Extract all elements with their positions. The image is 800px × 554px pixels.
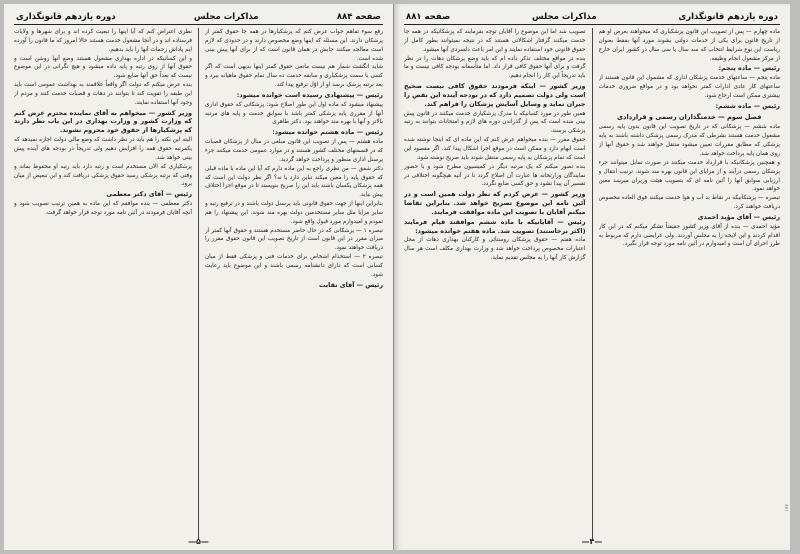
- paragraph: ماده ششم — پزشکانی که در تاریخ تصویب این قانون بدون پایه رسمی مشغول خدمت هستند بشرطی که مدرک رسمی پزشکی داشته باشند به پایه پزشکی که مطابق مقررات تعیین میشود منتقل خواهند شد و حقوق آنها از روی همان پایه پرداخت خواهد شد.: [598, 124, 780, 157]
- left-page: [4, 4, 394, 550]
- section-heading: فصل سوم — خدمتگذاران رسمی و قراردادی: [617, 112, 762, 121]
- speaker-line: رئیس — آقای مؤید احمدی: [697, 212, 780, 221]
- speaker-line: وزیر کشور — عرض کردم که نظر دولت همین است و در آئین نامه این موضوع تصریح خواهد شد. بنابراین تقاضا میکنم آقایان با تصویب این ماده موافقت فرمایند.: [404, 190, 586, 216]
- paragraph: ماده چهارم — پس از تصویب این قانون پزشکیاری که میخواهند بعرض او هم از تاریخ قانون برای یکی از خدمات دولتی بشوند مورد آنها بفقط بعنوان ریاست این نوع شرایط انتخاب که سه سال یا سی سال در کشور ایران خارج از مرکز مشغول انجام وظیفه.: [598, 29, 780, 62]
- left-page-columns: [14, 28, 383, 540]
- right-page-columns: [404, 28, 780, 540]
- paragraph: ماده هفتم — حقوق پزشکان روستائی و کارکنان بهداری دهات از محل اعتبارات مخصوص پرداخت خواهد شد و وزارت بهداری مکلف است هر سال گزارش کار آنها را به مجلس تقدیم نماید.: [404, 237, 586, 262]
- paragraph: بنده در مواقع مختلف تذکر داده ام که باید وضع پزشکان دهات را در نظر گرفت و برای آنها حقوق کافی قرار داد. اما متأسفانه بودجه کافی نیست و ما باید تدریجاً این کار را انجام دهیم.: [404, 55, 586, 80]
- right-page-right-column: [599, 28, 781, 540]
- paragraph: حقوق مقرر — بنده میخواهم عرض کنم که این ماده ای که اینجا نوشته شده است ابهام دارد و ممکن است در موقع اجرا اشکال پیدا کند. اگر مقصود این است که تمام پزشکان به پایه رسمی منتقل شوند باید صریح نوشته شود.: [404, 137, 586, 161]
- right-footer-number-text: —۴—: [581, 537, 603, 546]
- left-footer-number-text: —۵—: [188, 537, 209, 546]
- speaker-line: رئیس — ماده هشتم خوانده میشود:: [272, 128, 383, 137]
- speaker-line: رئیس — آقای نقابت: [319, 280, 383, 289]
- speaker-line: رئیس — آقای دکتر معظمی: [106, 190, 192, 199]
- paragraph: رفع سوء تفاهم جواب عرض کنم که پزشکیارها در همه جا حقوق کمتر از پزشکان دارند. این مسئله که اینها وضع مخصوص دارند و در حدودی که لازم است معالجه میکنند جایش در همان قانون است که از برای آنها پیش بینی شده است.: [205, 29, 383, 62]
- right-header-page-number: صفحه ۸۸۱: [406, 12, 451, 22]
- left-page-left-column: [14, 28, 192, 540]
- left-page-right-column: [205, 28, 383, 540]
- paragraph: بنابراین اینها از جهت حقوق قانونی باید پرسنل دولت باشند و در ترفیع رتبه و سایر مزایا مثل سایر مستخدمین دولت بهره مند شوند. این پیشنهاد را هم نمودم و امیدوارم مورد قبول واقع شود.: [205, 201, 383, 225]
- left-page-header: [14, 10, 383, 25]
- paragraph: تبصره ۱ — پزشکانی که در حال حاضر مستخدم هستند و حقوق آنها کمتر از میزان مقرر در این قانون است از تاریخ تصویب این قانون حقوق مقرر را دریافت خواهند نمود.: [205, 227, 383, 252]
- paragraph: البته این نکته را هم باید در نظر داشت که وضع مالی دولت اجازه نمیدهد که یکمرتبه حقوق همه را افزایش دهیم ولی تدریجاً در بودجه های آینده پیش بینی خواهد شد.: [14, 137, 192, 161]
- speaker-line: وزیر کشور — اینکه فرمودند حقوق کافی نیست صحیح است ولی دولت تصمیم دارد که در بودجه آینده این نقص را جبران نماید و وسایل آسایش پزشکان را فراهم کند.: [404, 82, 586, 108]
- paragraph: تبصره ۲ — استخدام اشخاص برای خدمات فنی و پزشکی فقط از میان کسانی است که دارای دانشنامه رسمی باشند و این موضوع باید رعایت شود.: [205, 254, 383, 278]
- paragraph: دکتر شفق — من نظری راجع به این ماده دارم که آیا این ماده با ماده قبلی که حقوق پایه را معین میکند تباین دارد یا نه؟ اگر نظر دولت این است که همه پزشکان یکسان باشند باید این را صریح بنویسند تا در موقع اجرا اختلاف پیش نیاید.: [205, 165, 383, 199]
- right-page-left-column: [404, 28, 586, 540]
- speaker-line: وزیر کشور — میخواهم به آقای نماینده محترم عرض کنم که وزارت کشور و وزارت بهداری در این باب نظر دارند که پزشکیارها از حقوق خود محروم نشوند.: [14, 108, 192, 135]
- paragraph: شاید انگشت شمار هم نیست مانعی حقوق کمتر اینها بدیهی است که اگر کسی با سمت پزشکیاری و سابقه خدمت ده سال تمام حقوق ماهیانه ببرد و بعد برتبه پزشک برسد او از اوّل ترفیع پیدا کند.: [205, 64, 383, 89]
- paragraph: همین طور در مورد کسانیکه با مدرک پزشکیاری خدمت میکنند در قانون پیش بینی شده است که پس از گذراندن دوره های لازم و امتحانات بتوانند به رتبه پزشکی برسند.: [404, 110, 586, 135]
- paragraph: و این کسانیکه در اداره بهداری مشغول هستند وضع آنها روشن است و حقوق آنها از روی رتبه و پایه داده میشود و هیچ نگرانی در این موضوع نیست که بعداً حق آنها ضایع شود.: [14, 55, 192, 80]
- right-page: [394, 4, 790, 550]
- paragraph: نظری اعتراض کنم که آیا اینها را تبعیت کرده اند و برای شهرها و ولایات فرستاده اند و در آنجا مشغول خدمت هستند حالا امروز که ما قانون را آورده ایم پاداش زحمات آنها را باید بدهیم.: [14, 29, 192, 53]
- paragraph: و همچنین پزشکانیکه با قرارداد خدمت میکنند در صورت تمایل میتوانند جزء پزشکان رسمی درآیند و از مزایای این قانون بهره مند شوند. ترتیب انتقال و ارزیابی سوابق آنها را آئین نامه ای که بتصویب هیئت وزیران میرسد معین خواهد نمود.: [598, 159, 780, 193]
- speaker-line: رئیس — ماده پنجم:: [718, 64, 780, 73]
- margin-stamp: ۸۸۱: [783, 504, 789, 513]
- paragraph: مؤید احمدی — بنده از آقای وزیر کشور حقیقتاً تشکر میکنم که در این کار اقدام کردند و این لایحه را به مجلس آوردند. ولی عرایضی دارم که مربوط به طرز اجرای آن است و امیدوارم در آئین نامه مورد توجه قرار بگیرد.: [598, 223, 780, 248]
- paragraph: تصویب شد اماً این موضوع را آقایان توجه بفرمایند که پزشکانیکه در همه جا خدمت میکنند گرفتار اشکالاتی هستند که در نتیجه نمیتوانند بطور کامل از حقوق قانونی خود استفاده نمایند و این امر باعث دلسردی آنها میشود.: [404, 29, 586, 53]
- right-header-title: مذاکرات مجلس: [531, 12, 597, 22]
- speaker-line: رئیس — ماده ششم:: [715, 101, 780, 110]
- left-header-title: مذاکرات مجلس: [193, 12, 259, 22]
- paragraph: پیشنهاد میشود که ماده اول این طور اصلاح شود: پزشکانی که حقوق اداری آنها از مقرری پایه پزشکی کمتر باشد با سوابق خدمت و پایه های مرتبه بالاتر و آنها با بهره مند خواهند بود. دکتر طاهری: [205, 101, 383, 126]
- paragraph: ماده هشتم — پس از تصویب این قانون مبلغی در سال از پزشکان قصبات که در قسمتهای مختلف کشور هستند و در موارد عمومی خدمت میکنند جزء پرسنل اداری منظور و پرداخت خواهد گردید.: [205, 139, 383, 163]
- speaker-line: رئیس — آقایانیکه با ماده ششم موافقند قیام فرمایند (اکثر برخاستند) تصویب شد. ماده هفتم خوانده میشود:: [404, 217, 586, 235]
- speaker-line: رئیس — پیشنهادی رسیده است خوانده میشود:: [236, 90, 383, 99]
- paragraph: تبصره — پزشکانیکه در نقاط بد آب و هوا خدمت میکنند فوق العاده مخصوص دریافت خواهند کرد.: [598, 195, 780, 211]
- right-page-header: [404, 10, 780, 25]
- paragraph: پزشکیاری که الان مستخدم است و رتبه دارد باید رتبه او محفوظ بماند و وقتی که برتبه پزشکی رسید حقوق پزشکی دریافت کند و این تبعیض از میان برود.: [14, 163, 192, 188]
- right-header-session: دوره یازدهم قانونگذاری: [678, 12, 778, 22]
- left-page-footer-number: [4, 537, 393, 546]
- left-header-session: دوره یازدهم قانونگذاری: [16, 12, 116, 22]
- column-divider: [198, 28, 199, 540]
- column-divider: [592, 28, 593, 540]
- left-header-page-number: صفحه ۸۸۴: [336, 12, 381, 22]
- paragraph: بنده عرض میکنم که دولت اگر واقعاً علاقمند به بهداشت عمومی است باید این طبقه را تقویت کند تا بتوانند در دهات و قصبات خدمت کنند و مردم از وجود آنها استفاده نمایند.: [14, 82, 192, 106]
- paragraph: ماده پنجم — ساعتهای خدمت پزشکان اداری که مشمول این قانون هستند از ساعتهای کار عادی ادارات کمتر نخواهد بود و در مواقع ضروری خدمات بیشتری ممکن است ارجاع شود.: [598, 75, 780, 99]
- paragraph: بنده تصور میکنم که یک مرتبه دیگر در کمیسیون مطرح شود و با حضور نمایندگان وزارتخانه ها عبارت آن اصلاح گردد تا در آتیه هیچگونه اختلافی در تفسیر آن پیدا نشود و حق کسی ضایع نگردد.: [404, 163, 586, 188]
- right-page-footer-number: [394, 537, 790, 546]
- book-spread: [4, 4, 790, 550]
- paragraph: دکتر معظمی — بنده موافقم که این ماده به همین ترتیب تصویب شود و آنچه آقایان فرمودند در آئین نامه مورد توجه قرار خواهد گرفت.: [14, 201, 192, 216]
